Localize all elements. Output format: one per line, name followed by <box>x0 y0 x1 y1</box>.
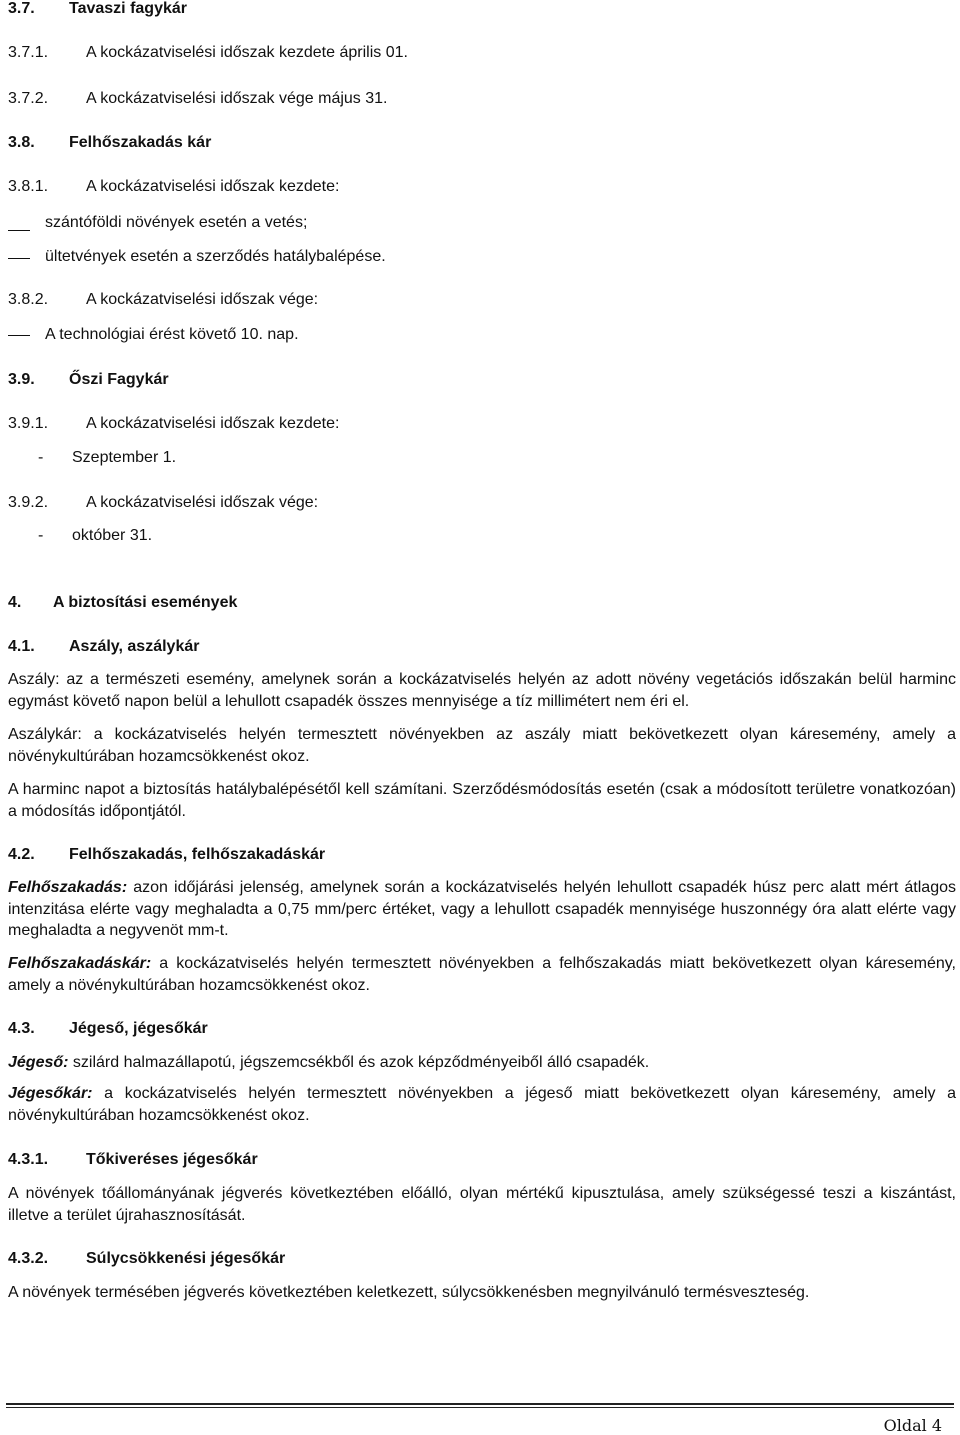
term-jegesokar: Jégesőkár: <box>8 1085 93 1102</box>
dash-bullet <box>8 335 30 336</box>
heading-4-3-1: 4.3.1. Tőkiveréses jégesőkár <box>8 1151 258 1168</box>
list-item: szántóföldi növények esetén a vetés; <box>45 214 308 231</box>
heading-4-3: 4.3. Jégeső, jégesőkár <box>8 1020 208 1037</box>
term-felhoszakadaskar: Felhőszakadáskár: <box>8 955 152 972</box>
dash-bullet <box>8 230 30 231</box>
list-item: A technológiai érést követő 10. nap. <box>45 326 299 343</box>
heading-4-3-2: 4.3.2. Súlycsökkenési jégesőkár <box>8 1250 286 1267</box>
heading-3-8: 3.8. Felhőszakadás kár <box>8 134 212 151</box>
item-3-9-2: 3.9.2. A kockázatviselési időszak vége: <box>8 494 319 511</box>
paragraph-tokiveres: A növények tőállományának jégverés következtében előálló, olyan mértékű kipusztulása, amely szükségessé teszi a kiszántást, illetve a terület újrahasznosítását. <box>8 1185 956 1224</box>
item-3-7-1: 3.7.1. A kockázatviselési időszak kezdete április 01. <box>8 44 408 61</box>
list-item: Szeptember 1. <box>72 449 177 466</box>
item-3-8-2: 3.8.2. A kockázatviselési időszak vége: <box>8 291 319 308</box>
term-felhoszakadas: Felhőszakadás: <box>8 879 128 896</box>
heading-4: 4. A biztosítási események <box>8 594 238 611</box>
heading-4-2: 4.2. Felhőszakadás, felhőszakadáskár <box>8 846 326 863</box>
term-jegeso: Jégeső: <box>8 1054 69 1071</box>
hyphen-bullet: - <box>38 449 44 466</box>
heading-4-1: 4.1. Aszály, aszálykár <box>8 638 200 655</box>
paragraph-felhoszakadaskar: Felhőszakadáskár: a kockázatviselés helyén termesztett növényekben a felhőszakadás miatt bekövetkezett olyan káresemény, amely a növénykultúrában hozamcsökkenést okoz. <box>8 955 956 994</box>
dash-bullet <box>8 258 30 259</box>
page-number: Oldal 4 <box>883 1416 942 1435</box>
paragraph-sulycsokkenes: A növények termésében jégverés következtében keletkezett, súlycsökkenésben megnyilvánuló termésveszteség. <box>8 1284 810 1301</box>
hyphen-bullet: - <box>38 527 44 544</box>
paragraph-felhoszakadas: Felhőszakadás: azon időjárási jelenség, amelynek során a kockázatviselés helyén lehullott csapadék húsz perc alatt mért átlagos intenzitása elérte vagy meghaladta a 0,75 mm/perc értéket, vagy a lehullott csapadék mennyisége huszonnégy óra alatt elérte vagy meghaladta a negyvenöt mm-t. <box>8 879 956 939</box>
paragraph-aszaly: Aszály: az a természeti esemény, amelynek során a kockázatviselés helyén az adott növény vegetációs időszakán belül harminc egymást követő napon belül a lehullott csapadék összes mennyisége a tíz millimétert nem éri el. <box>8 671 956 710</box>
paragraph-harminc-nap: A harminc napot a biztosítás hatálybalépésétől kell számítani. Szerződésmódosítás esetén (csak a módosított területre vonatkozóan) a módosítás időpontjától. <box>8 781 956 820</box>
item-3-8-1: 3.8.1. A kockázatviselési időszak kezdete: <box>8 178 340 195</box>
item-3-7-2: 3.7.2. A kockázatviselési időszak vége május 31. <box>8 90 388 107</box>
list-item: ültetvények esetén a szerződés hatálybalépése. <box>45 248 386 265</box>
paragraph-aszalykar: Aszálykár: a kockázatviselés helyén termesztett növényekben az aszály miatt bekövetkezett olyan káresemény, amely a növénykultúrában hozamcsökkenést okoz. <box>8 726 956 765</box>
footer-rule-thin <box>6 1407 954 1408</box>
paragraph-jegeso: Jégeső: szilárd halmazállapotú, jégszemcsékből és azok képződményeiből álló csapadék. <box>8 1054 650 1071</box>
item-3-9-1: 3.9.1. A kockázatviselési időszak kezdete: <box>8 415 340 432</box>
heading-3-7: 3.7. Tavaszi fagykár <box>8 0 187 17</box>
list-item: október 31. <box>72 527 153 544</box>
heading-3-9: 3.9. Őszi Fagykár <box>8 371 169 388</box>
footer-rule <box>6 1403 954 1405</box>
paragraph-jegesokar: Jégesőkár: a kockázatviselés helyén termesztett növényekben a jégeső miatt bekövetkezett olyan káresemény, amely a növénykultúrában hozamcsökkenést okoz. <box>8 1085 956 1124</box>
